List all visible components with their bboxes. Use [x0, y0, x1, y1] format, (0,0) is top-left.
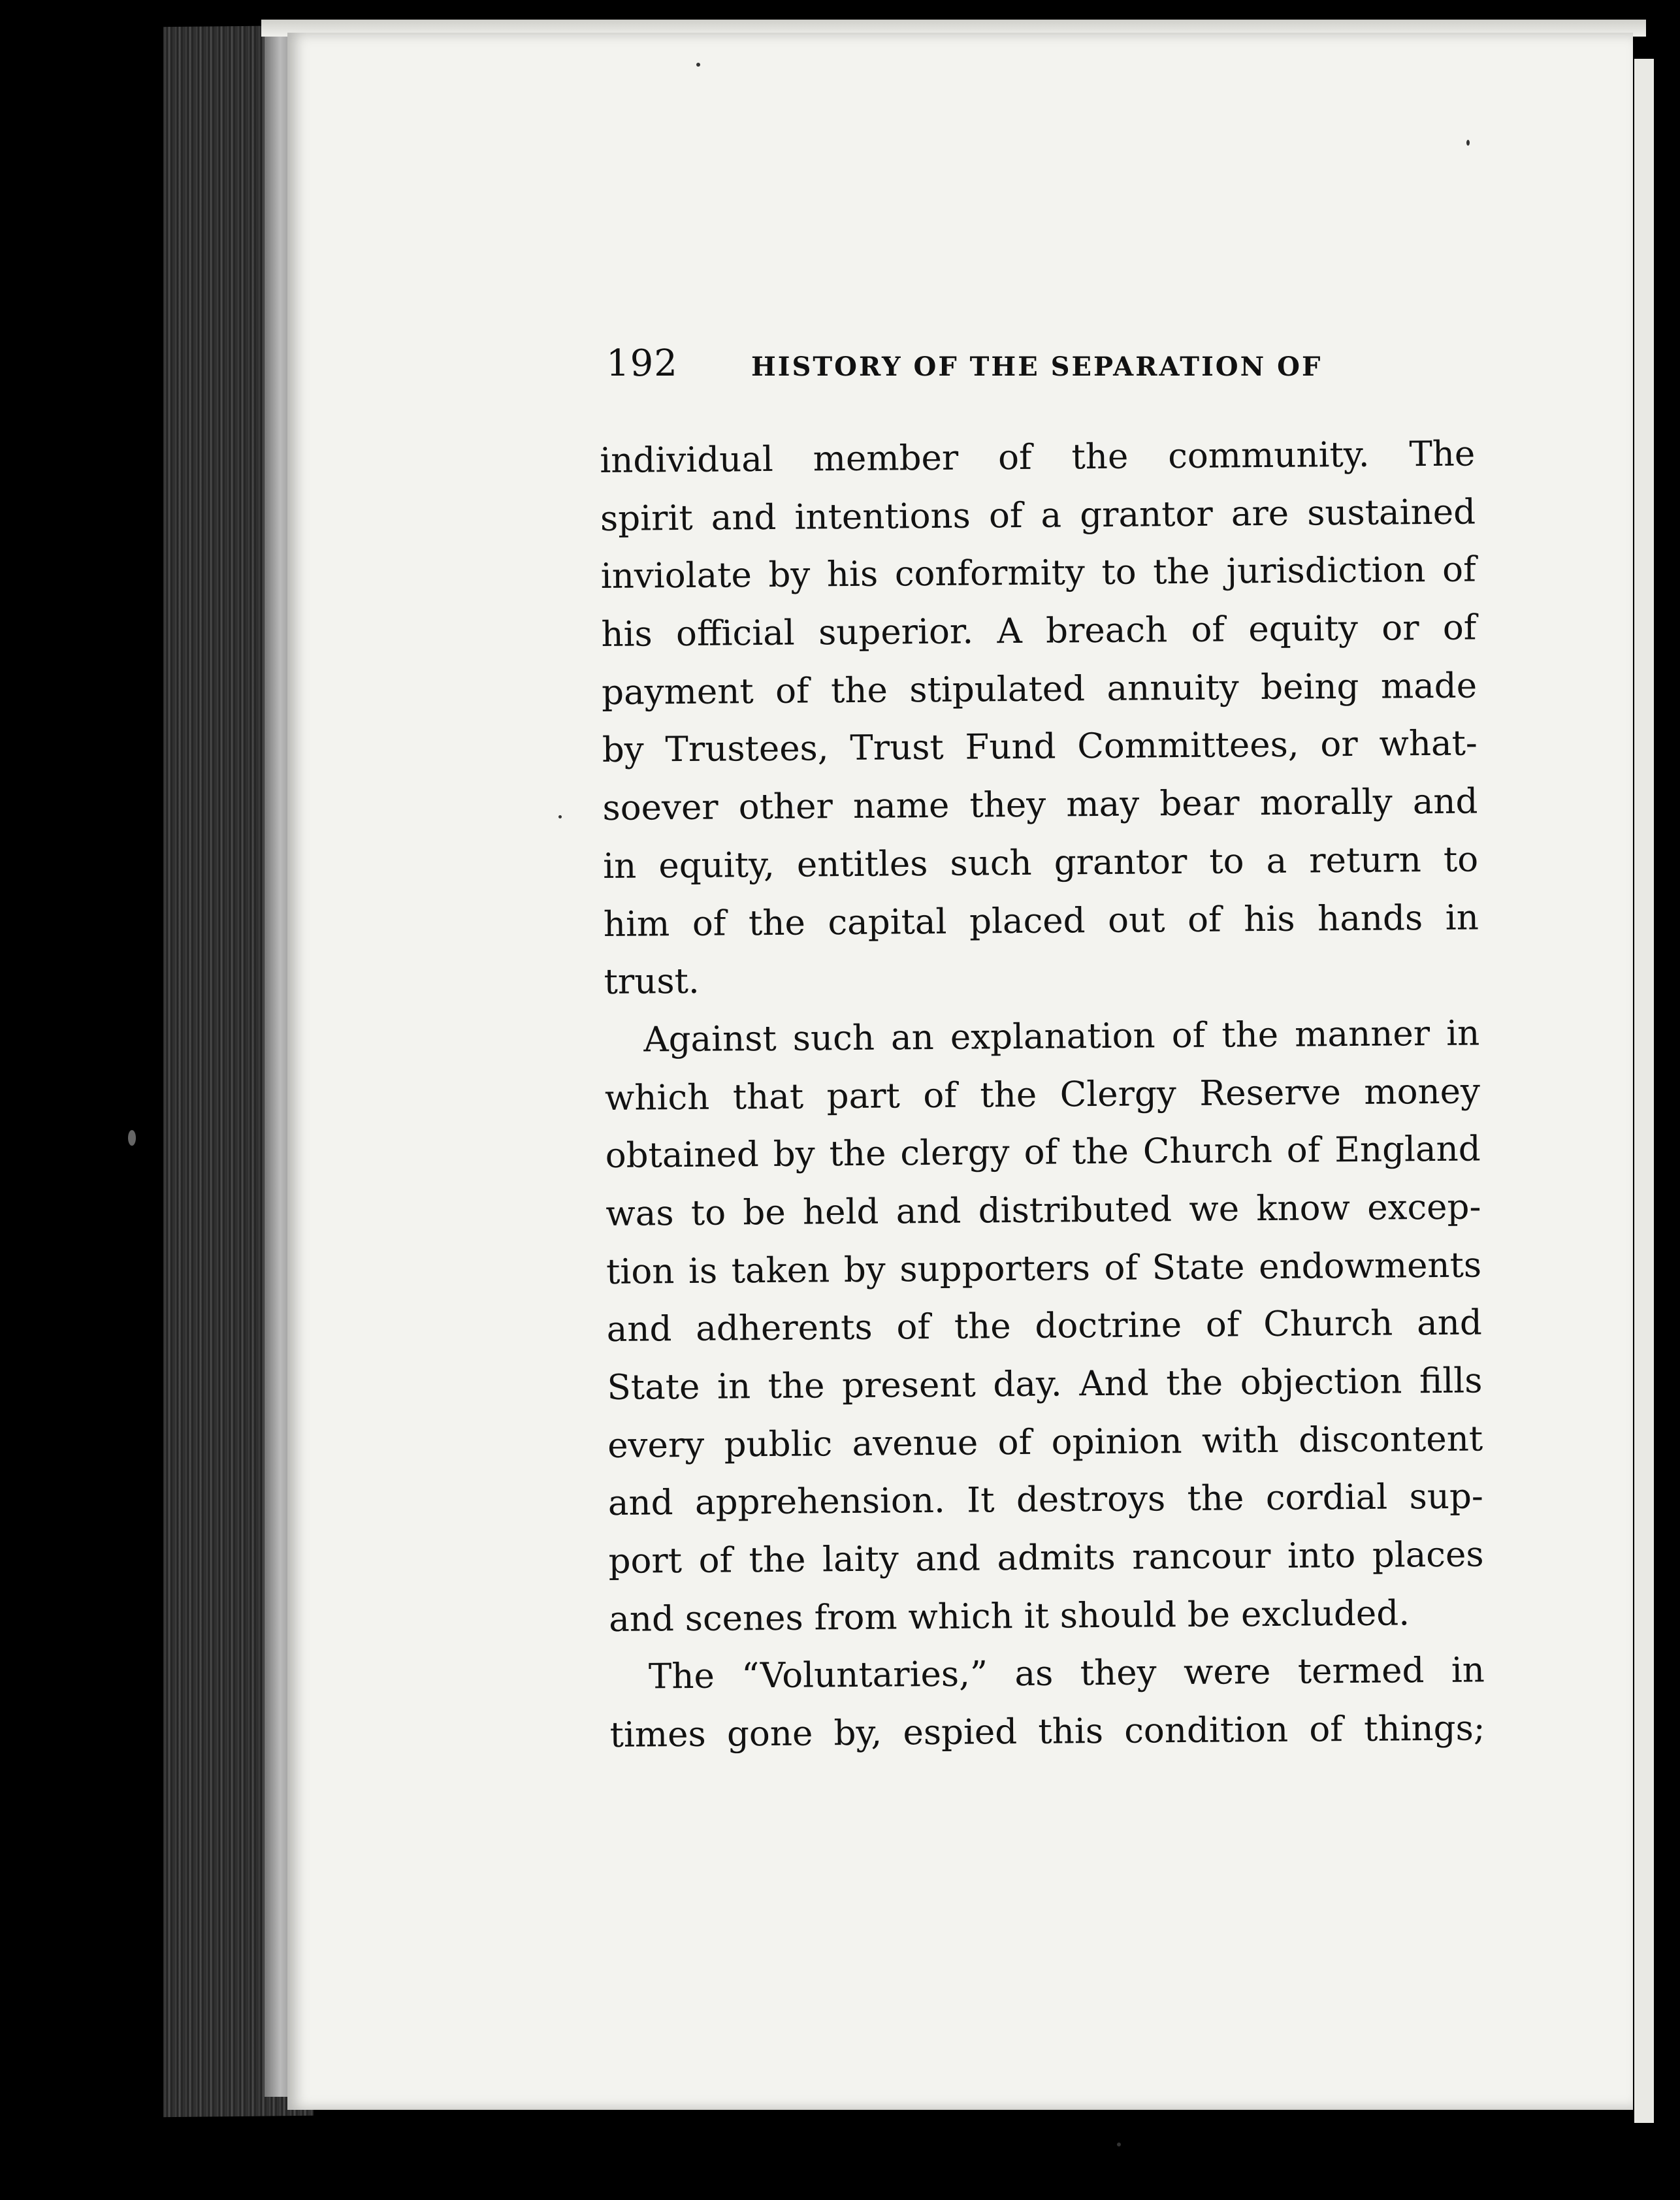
- text-line: port of the laity and admits rancour into places: [608, 1534, 1484, 1582]
- text-line: State in the present day. And the objection fills: [607, 1361, 1483, 1408]
- scan-speck: [1466, 140, 1470, 146]
- text-line: him of the capital placed out of his hands in: [603, 897, 1479, 945]
- text-line: his official superior. A breach of equity or of: [601, 607, 1477, 655]
- scan-speck: [1117, 2143, 1121, 2146]
- running-title: HISTORY OF THE SEPARATION OF: [751, 351, 1323, 382]
- scan-speck: [558, 815, 562, 818]
- text-line: times gone by, espied this condition of things;: [609, 1708, 1485, 1756]
- text-line: individual member of the community. The: [600, 434, 1476, 481]
- scan-speck: [128, 1130, 136, 1146]
- text-line: which that part of the Clergy Reserve money: [604, 1071, 1481, 1118]
- scan-speck: [696, 63, 700, 67]
- text-line: Against such an explanation of the manner in: [643, 1013, 1480, 1060]
- body-text: [600, 425, 1485, 1764]
- page-number: 192: [606, 342, 678, 385]
- text-line: in equity, entitles such grantor to a return to: [602, 839, 1479, 886]
- text-line: The “Voluntaries,” as they were termed in: [648, 1650, 1485, 1697]
- text-line: by Trustees, Trust Fund Committees, or what-: [602, 723, 1478, 771]
- text-line: and scenes from which it should be excluded.: [609, 1593, 1410, 1640]
- text-line: trust.: [604, 962, 700, 1003]
- running-head: [606, 340, 1364, 392]
- text-line: tion is taken by supporters of State endowments: [606, 1245, 1482, 1292]
- text-line: was to be held and distributed we know excep-: [606, 1187, 1481, 1234]
- text-line: soever other name they may bear morally and: [602, 781, 1478, 829]
- text-line: and apprehension. It destroys the cordial sup-: [607, 1476, 1484, 1524]
- text-line: inviolate by his conformity to the jurisdiction of: [600, 549, 1476, 597]
- next-page-edge: [1634, 59, 1654, 2123]
- text-line: every public avenue of opinion with discontent: [607, 1419, 1483, 1466]
- text-line: spirit and intentions of a grantor are sustained: [600, 492, 1476, 539]
- text-line: payment of the stipulated annuity being made: [601, 666, 1478, 713]
- text-line: and adherents of the doctrine of Church and: [606, 1302, 1482, 1350]
- text-line: obtained by the clergy of the Church of England: [605, 1129, 1481, 1176]
